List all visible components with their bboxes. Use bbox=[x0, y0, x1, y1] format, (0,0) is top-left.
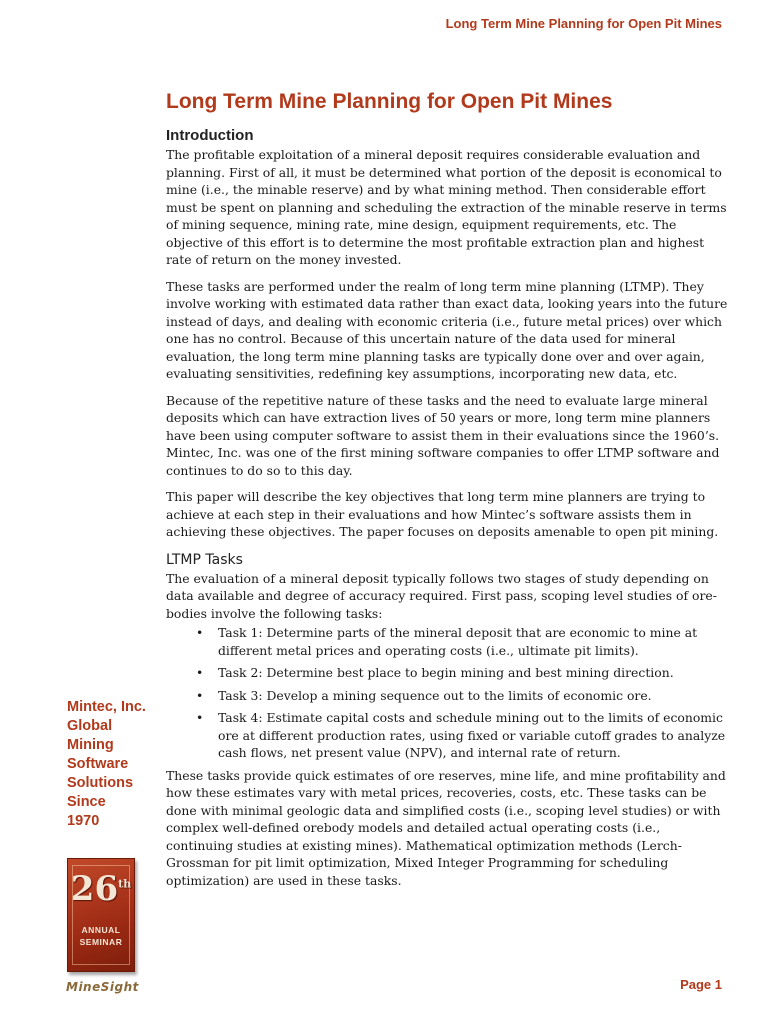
running-header: Long Term Mine Planning for Open Pit Mines bbox=[445, 16, 722, 31]
badge-number-suffix: th bbox=[118, 877, 132, 891]
intro-heading: Introduction bbox=[166, 127, 254, 144]
badge-number bbox=[68, 869, 134, 909]
task-text: Task 4: Estimate capital costs and schedule mining out to the limits of economic ore at different production rates, using fixed or variable cutoff grades to analyze cash flows, net present value (NPV), and internal rate of return. bbox=[218, 710, 726, 760]
task-text: Task 1: Determine parts of the mineral deposit that are economic to mine at different metal prices and operating costs (i.e., ultimate pit limits). bbox=[218, 625, 698, 658]
minesight-logo: MineSight bbox=[66, 980, 139, 994]
bullet: • bbox=[196, 687, 204, 703]
page-number: Page 1 bbox=[680, 977, 722, 992]
badge-number-value: 26 bbox=[70, 869, 119, 909]
sidebar-line: Software bbox=[67, 756, 129, 772]
task-item bbox=[196, 624, 728, 659]
main-content bbox=[166, 126, 728, 898]
intro-paragraph-1: The profitable exploitation of a mineral deposit requires considerable evaluation and planning. First of all, it must be determined what portion of the deposit is economical to mine (i.e., the minable reserve) and by what mining method. Then considerable effort must be spent on planning and scheduling the extraction of the minable reserve in terms of mining sequence, mining rate, mine design, equipment requirements, etc. The objective of this effort is to determine the most profitable extraction plan and highest rate of return on the money invested. bbox=[166, 147, 727, 267]
bullet: • bbox=[196, 710, 204, 725]
document-title: Long Term Mine Planning for Open Pit Mines bbox=[166, 90, 613, 113]
intro-paragraph-3: Because of the repetitive nature of these tasks and the need to evaluate large mineral deposits which can have extraction lives of 50 years or more, long term mine planners have been using computer software to assist them in their evaluations since the 1960’s. Mintec, Inc. was one of the first mining software companies to offer LTMP software and continues to do so to this day. bbox=[166, 392, 720, 478]
sidebar-line: 1970 bbox=[67, 813, 100, 829]
seminar-badge bbox=[67, 858, 135, 972]
task-list bbox=[166, 624, 728, 762]
tasks-outro: These tasks provide quick estimates of ore reserves, mine life, and mine profitability and how these estimates vary with metal prices, recoveries, costs, etc. These tasks can be done with minimal geologic data and simplified costs (i.e., scoping level studies) or with complex well-defined orebody models and detailed actual operating costs (i.e., continuing studies at existing mines). Mathematical optimization methods (Lerch-Grossman for pit limit optimization, Mixed Integer Programming for scheduling optimization) are used in these tasks. bbox=[166, 767, 726, 888]
sidebar-line: Mining bbox=[67, 737, 114, 753]
badge-line-seminar: SEMINAR bbox=[79, 937, 123, 947]
intro-paragraph-2: These tasks are performed under the realm of long term mine planning (LTMP). They involve working with estimated data rather than exact data, looking years into the future instead of days, and dealing with economic criteria (i.e., future metal prices) over which one has no control. Because of this uncertain nature of the data used for mineral evaluation, the long term mine planning tasks are typically done over and over again, evaluating sensitivities, redefining key assumptions, incorporating new data, etc. bbox=[166, 278, 728, 381]
tasks-intro: The evaluation of a mineral deposit typically follows two stages of study depending on data available and degree of accuracy required. First pass, scoping level studies of ore-bodies involve the following tasks: bbox=[166, 570, 717, 621]
task-text: Task 3: Develop a mining sequence out to the limits of economic ore. bbox=[218, 687, 652, 703]
sidebar-line: Since bbox=[67, 794, 106, 810]
badge-line-annual: ANNUAL bbox=[81, 925, 121, 935]
task-text: Task 2: Determine best place to begin mining and best mining direction. bbox=[218, 665, 674, 680]
intro-paragraph-4: This paper will describe the key objectives that long term mine planners are trying to achieve at each step in their evaluations and how Mintec’s software assists them in achieving these objectives. The paper focuses on deposits amenable to open pit mining. bbox=[166, 489, 719, 539]
sidebar-line: Solutions bbox=[67, 775, 134, 791]
task-item bbox=[196, 664, 728, 682]
tasks-heading: LTMP Tasks bbox=[166, 551, 243, 568]
sidebar-line: Mintec, Inc. bbox=[67, 699, 146, 715]
bullet: • bbox=[196, 665, 204, 680]
task-item bbox=[196, 687, 728, 705]
bullet: • bbox=[196, 625, 204, 640]
task-item bbox=[196, 709, 728, 762]
company-sidebar bbox=[67, 698, 157, 831]
sidebar-line: Global bbox=[67, 718, 113, 734]
